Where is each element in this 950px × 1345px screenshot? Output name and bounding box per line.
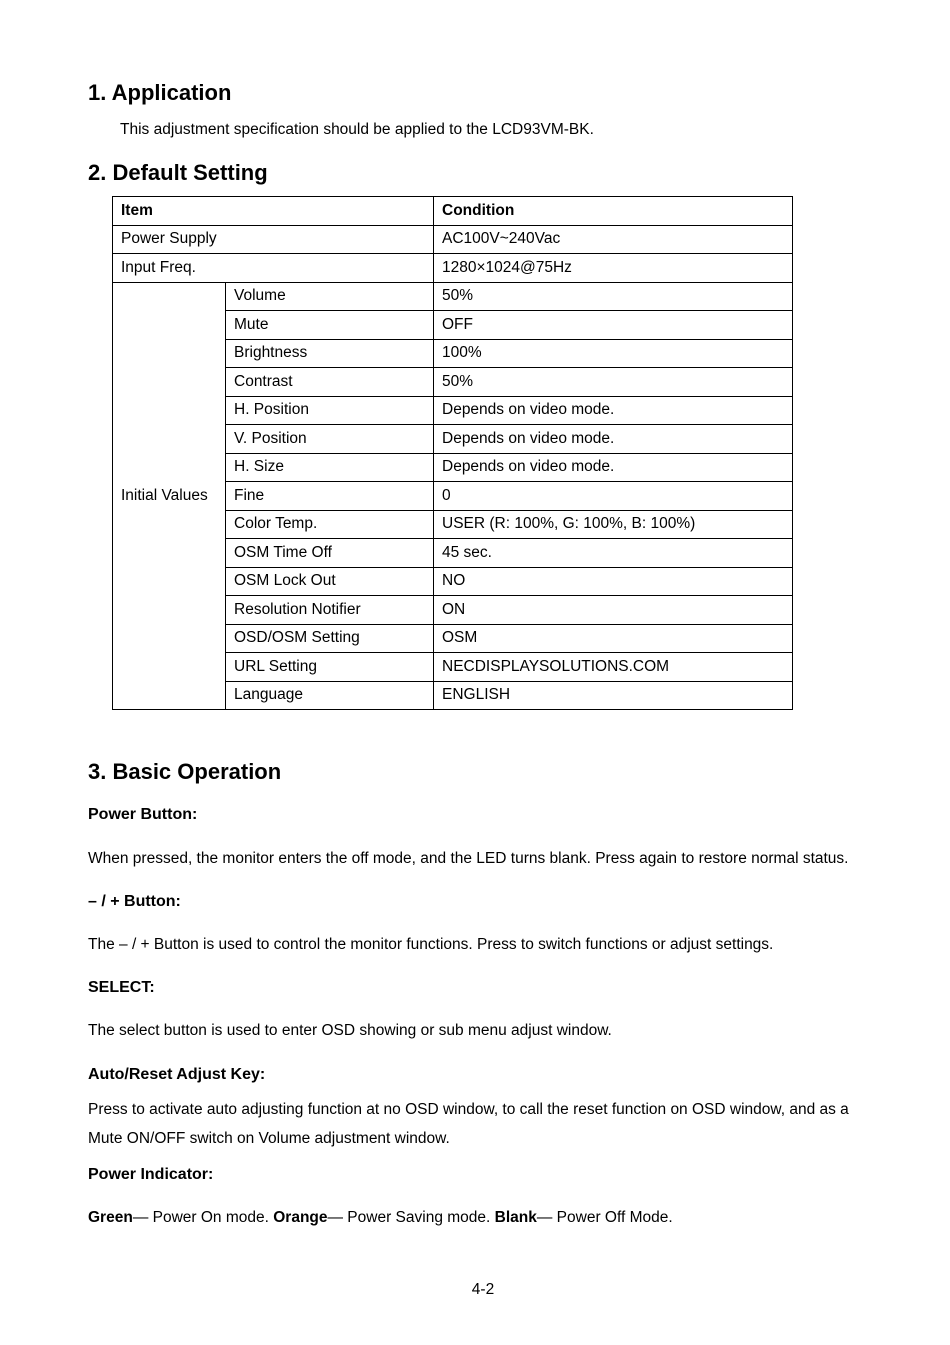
condition-cell: OFF	[434, 311, 793, 340]
item-cell: Power Supply	[113, 225, 434, 254]
condition-cell: 45 sec.	[434, 539, 793, 568]
item-cell: Input Freq.	[113, 254, 434, 283]
table-row	[113, 197, 793, 226]
item-cell: H. Position	[226, 396, 434, 425]
page-number: 4-2	[471, 1281, 495, 1298]
item-cell: URL Setting	[226, 653, 434, 682]
item-cell: V. Position	[226, 425, 434, 454]
header-item: Item	[113, 197, 434, 226]
condition-cell: ENGLISH	[434, 681, 793, 710]
condition-cell: 100%	[434, 339, 793, 368]
condition-cell: Depends on video mode.	[434, 453, 793, 482]
header-condition: Condition	[434, 197, 793, 226]
item-cell: Fine	[226, 482, 434, 511]
item-cell: Language	[226, 681, 434, 710]
section-title-application: 1. Application	[88, 80, 232, 105]
plus-minus-button-text: The – / + Button is used to control the monitor functions. Press to switch functions or adjust settings.	[88, 936, 774, 953]
section-title-basic-operation: 3. Basic Operation	[88, 759, 282, 784]
orange-label: Orange	[273, 1209, 328, 1226]
item-cell: Contrast	[226, 368, 434, 397]
condition-cell: AC100V~240Vac	[434, 225, 793, 254]
condition-cell: NO	[434, 567, 793, 596]
table-row	[113, 282, 793, 311]
select-text: The select button is used to enter OSD showing or sub menu adjust window.	[88, 1022, 612, 1039]
condition-cell: 50%	[434, 282, 793, 311]
item-cell: Mute	[226, 311, 434, 340]
auto-reset-heading: Auto/Reset Adjust Key:	[88, 1066, 266, 1083]
condition-cell: OSM	[434, 624, 793, 653]
group-label-cell: Initial Values	[113, 282, 226, 710]
orange-desc: — Power Saving mode.	[327, 1209, 495, 1226]
item-cell: Brightness	[226, 339, 434, 368]
blank-desc: — Power Off Mode.	[536, 1209, 673, 1226]
item-cell: OSM Time Off	[226, 539, 434, 568]
item-cell: Volume	[226, 282, 434, 311]
application-text: This adjustment specification should be applied to the LCD93VM-BK.	[120, 121, 594, 138]
green-desc: — Power On mode.	[132, 1209, 274, 1226]
section-title-default-setting: 2. Default Setting	[88, 160, 268, 185]
green-label: Green	[88, 1209, 133, 1226]
condition-cell: Depends on video mode.	[434, 425, 793, 454]
table-row	[113, 225, 793, 254]
power-indicator-heading: Power Indicator:	[88, 1166, 214, 1183]
condition-cell: ON	[434, 596, 793, 625]
item-cell: H. Size	[226, 453, 434, 482]
condition-cell: 50%	[434, 368, 793, 397]
condition-cell: 0	[434, 482, 793, 511]
item-cell: Color Temp.	[226, 510, 434, 539]
table-row	[113, 254, 793, 283]
power-button-heading: Power Button:	[88, 806, 198, 823]
default-setting-table	[112, 196, 793, 710]
condition-cell: NECDISPLAYSOLUTIONS.COM	[434, 653, 793, 682]
item-cell: OSM Lock Out	[226, 567, 434, 596]
power-button-text: When pressed, the monitor enters the off mode, and the LED turns blank. Press again to restore normal status.	[88, 850, 849, 867]
auto-reset-text: Press to activate auto adjusting function at no OSD window, to call the reset function on OSD window, and as a Mute ON/OFF switch on Volume adjustment window.	[88, 1101, 849, 1147]
item-cell: OSD/OSM Setting	[226, 624, 434, 653]
power-indicator-text	[88, 1203, 673, 1232]
select-heading: SELECT:	[88, 979, 155, 996]
plus-minus-button-heading: – / + Button:	[88, 893, 181, 910]
condition-cell: USER (R: 100%, G: 100%, B: 100%)	[434, 510, 793, 539]
blank-label: Blank	[494, 1209, 537, 1226]
condition-cell: Depends on video mode.	[434, 396, 793, 425]
item-cell: Resolution Notifier	[226, 596, 434, 625]
condition-cell: 1280×1024@75Hz	[434, 254, 793, 283]
